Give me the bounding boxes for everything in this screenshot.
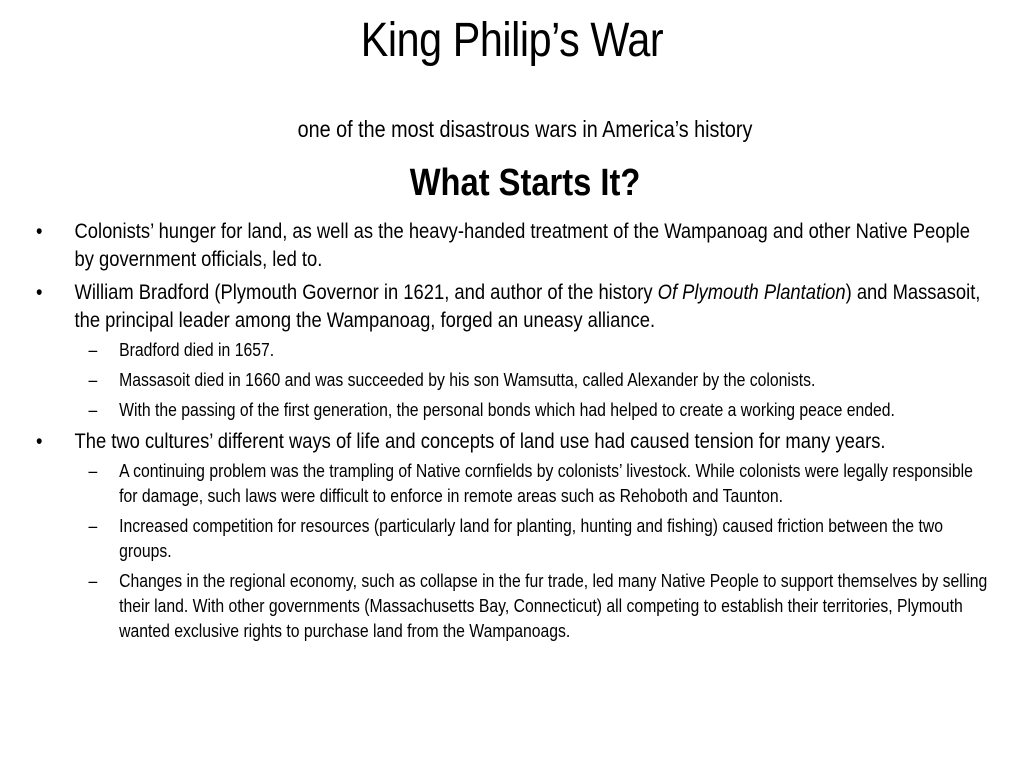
book-title-italic: Of Plymouth Plantation bbox=[657, 281, 846, 304]
sub-bullet-point bbox=[75, 368, 990, 393]
dash-icon: – bbox=[88, 516, 98, 536]
dash-icon: – bbox=[88, 400, 98, 420]
slide-title: King Philip’s War bbox=[360, 14, 664, 67]
bullet-icon: • bbox=[36, 220, 43, 243]
bullet-point-3 bbox=[36, 428, 990, 644]
sub-bullet-list bbox=[75, 338, 990, 423]
sub-bullet-point bbox=[75, 514, 990, 564]
slide-body bbox=[36, 218, 990, 649]
sub-bullet-list bbox=[75, 459, 990, 644]
sub-bullet-point bbox=[75, 459, 990, 509]
sub-bullet-point bbox=[75, 569, 990, 644]
sub-bullet-text: A continuing problem was the trampling of Native cornfields by colonists’ livestock. While colonists were legally responsible for damage, such laws were difficult to enforce in remote areas such as Rehoboth and Taunton. bbox=[119, 461, 973, 506]
sub-bullet-point bbox=[75, 338, 990, 363]
sub-bullet-text: Bradford died in 1657. bbox=[119, 340, 275, 360]
dash-icon: – bbox=[88, 370, 98, 390]
bullet-point-2 bbox=[36, 279, 990, 423]
bullet-icon: • bbox=[36, 281, 43, 304]
sub-bullet-text: Massasoit died in 1660 and was succeeded by his son Wamsutta, called Alexander by the colonists. bbox=[119, 370, 816, 390]
sub-bullet-text: Changes in the regional economy, such as collapse in the fur trade, led many Native People to support themselves by selling their land. With other governments (Massachusetts Bay, Connecticut) all competing to establish their territories, Plymouth wanted exclusive rights to purchase land from the Wampanoags. bbox=[119, 571, 988, 641]
section-heading: What Starts It? bbox=[409, 162, 641, 204]
dash-icon: – bbox=[88, 340, 98, 360]
bullet-text: The two cultures’ different ways of life and concepts of land use had caused tension for many years. bbox=[74, 430, 886, 453]
dash-icon: – bbox=[88, 571, 98, 591]
bullet-text: Colonists’ hunger for land, as well as the heavy-handed treatment of the Wampanoag and other Native People by government officials, led to. bbox=[74, 220, 970, 271]
bullet-icon: • bbox=[36, 430, 43, 453]
sub-bullet-point bbox=[75, 398, 990, 423]
bullet-point-1 bbox=[36, 218, 990, 274]
bullet-list bbox=[36, 218, 990, 644]
sub-bullet-text: Increased competition for resources (particularly land for planting, hunting and fishing) caused friction between the two groups. bbox=[119, 516, 943, 561]
dash-icon: – bbox=[88, 461, 98, 481]
bullet-text-part: William Bradford (Plymouth Governor in 1621, and author of the history bbox=[74, 281, 658, 304]
sub-bullet-text: With the passing of the first generation, the personal bonds which had helped to create a working peace ended. bbox=[119, 400, 895, 420]
bullet-text-part: ) and Massasoit, the principal leader among the Wampanoag, forged an uneasy alliance. bbox=[74, 281, 981, 332]
slide-subtitle: one of the most disastrous wars in America’s history bbox=[297, 116, 753, 142]
